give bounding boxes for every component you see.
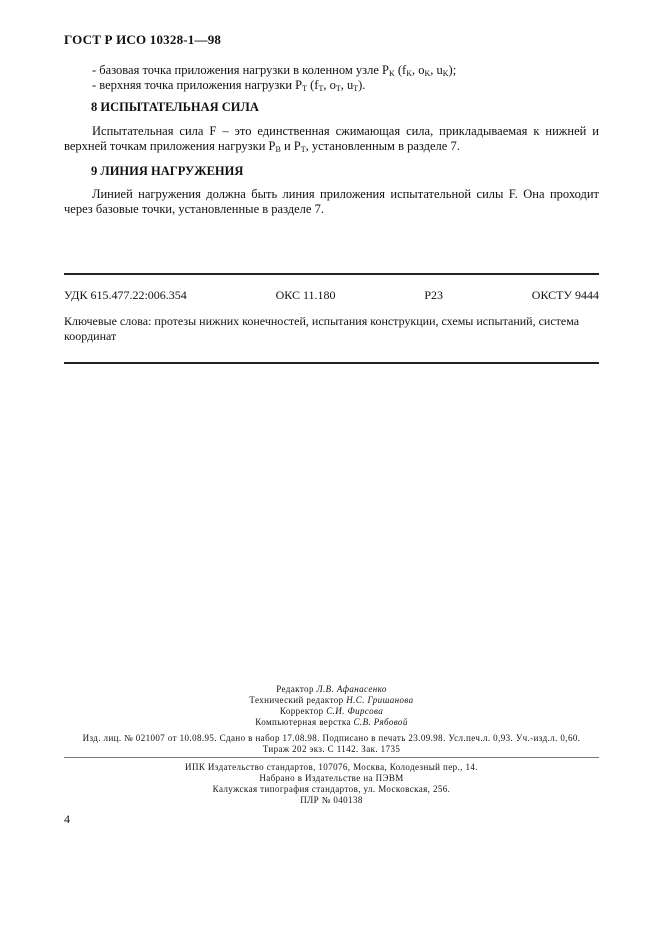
bullet-knee-point: - базовая точка приложения нагрузки в коленном узле $P_K$ ($f_K$, $o_K$, $u_K$); bbox=[92, 63, 457, 78]
r-code: Р23 bbox=[424, 288, 443, 302]
classification-codes bbox=[64, 288, 599, 303]
udk-code: УДК 615.477.22:006.354 bbox=[64, 288, 187, 302]
okstu-code: ОКСТУ 9444 bbox=[531, 288, 599, 302]
divider-bottom bbox=[64, 362, 599, 364]
section-8-title: 8 ИСПЫТАТЕЛЬНАЯ СИЛА bbox=[91, 100, 259, 114]
section-8-text: Испытательная сила F – это единственная сжимающая сила, прикладываемая к нижней и верхней точкам приложения нагрузки $P_B$ и $P_T$, установленным в разделе 7. bbox=[64, 124, 599, 154]
document-header: ГОСТ Р ИСО 10328-1—98 bbox=[64, 32, 222, 47]
oks-code: ОКС 11.180 bbox=[275, 288, 336, 302]
divider-top bbox=[64, 273, 599, 275]
section-9-title: 9 ЛИНИЯ НАГРУЖЕНИЯ bbox=[91, 164, 244, 178]
bullet-top-point: - верхняя точка приложения нагрузки $P_T$ ($f_T$, $o_T$, $u_T$). bbox=[92, 78, 366, 93]
keywords: Ключевые слова: протезы нижних конечностей, испытания конструкции, схемы испытаний, система координат bbox=[64, 314, 580, 343]
section-9-text: Линией нагружения должна быть линия приложения испытательной силы F. Она проходит через базовые точки, установленные в разделе 7. bbox=[64, 187, 599, 216]
imprint-publisher: ИПК Издательство стандартов, 107076, Москва, Колодезный пер., 14. Набрано в Издательстве на ПЭВМ Калужская типография стандартов, ул. Московская, 256. ПЛР № 040138 bbox=[185, 762, 478, 805]
page-number: 4 bbox=[64, 812, 70, 826]
imprint-divider bbox=[64, 757, 599, 758]
imprint-credits: Редактор Л.В. Афанасенко Технический редактор Н.С. Гришанова Корректор С.И. Фирсова Компьютерная верстка С.В. Рябовой bbox=[249, 684, 414, 727]
imprint-publication: Изд. лиц. № 021007 от 10.08.95. Сдано в набор 17.08.98. Подписано в печать 23.09.98. Усл.печ.л. 0,93. Уч.-изд.л. 0,60. Тираж 202 экз. С 1142. Зак. 1735 bbox=[82, 733, 581, 754]
